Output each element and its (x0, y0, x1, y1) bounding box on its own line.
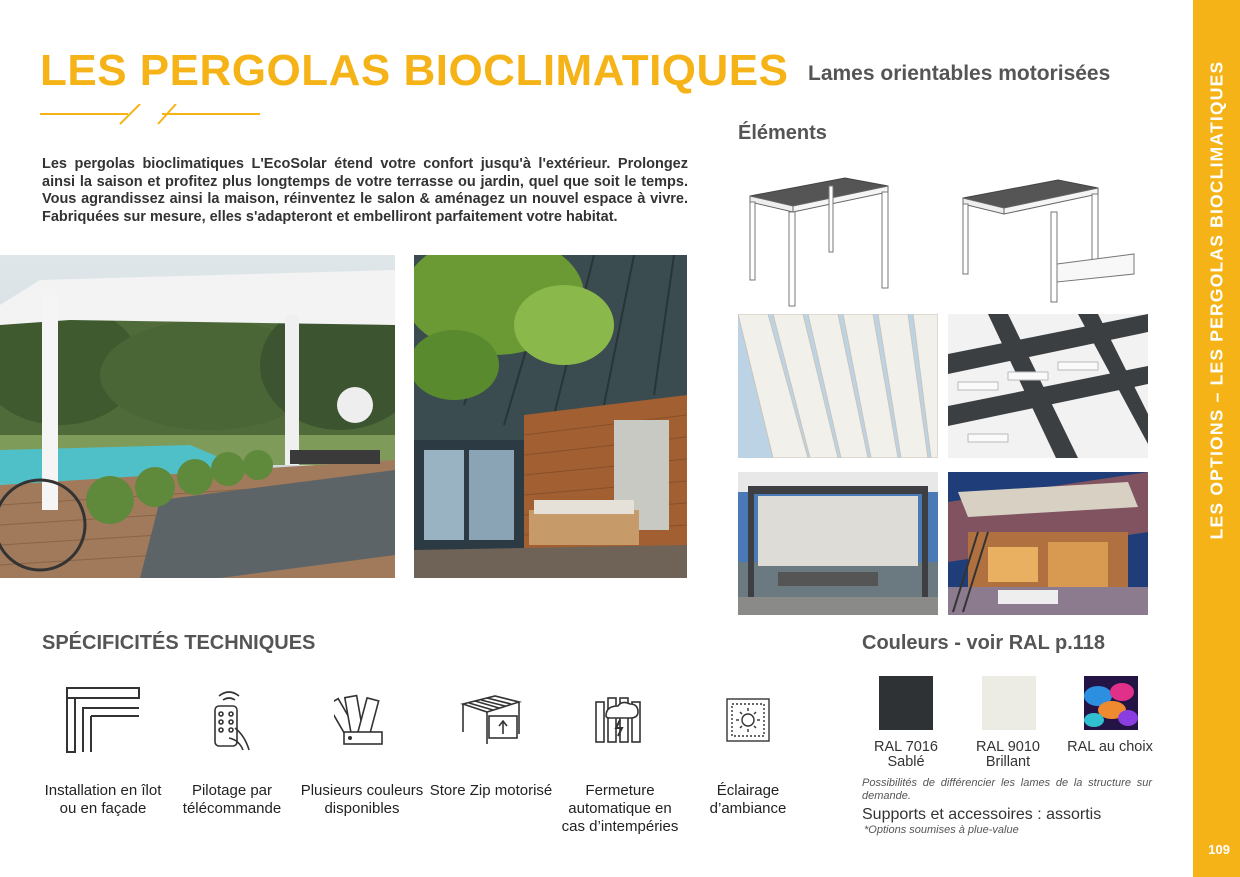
elements-title: Éléments (738, 122, 827, 144)
slat-structure-closeup-photo (948, 314, 1148, 458)
spec-colors (297, 680, 427, 818)
pergola-wall-mounted-diagram (958, 172, 1143, 312)
zip-blind-icon (426, 680, 556, 760)
spec-label: Store Zip motorisé (429, 782, 553, 799)
intro-paragraph: Les pergolas bioclimatiques L'EcoSolar étend votre confort jusqu'à l'extérieur. Prolongez ainsi la saison et profitez plus longtemps de votre terrasse ou jardin, quel que soit le temps. Vous agrandissez ainsi la maison, réinventez le salon & aménagez un nouvel espace à vivre. Fabriquées sur mesure, elles s'adapteront et embelliront parfaitement votre habitat. (42, 156, 688, 225)
swatch-label: RAL 7016 Sablé (874, 739, 938, 770)
spec-label: Plusieurs couleurs disponibles (300, 782, 424, 817)
spec-remote (167, 680, 297, 818)
spec-label: Éclairage d’ambiance (709, 782, 787, 817)
page-title: LES PERGOLAS BIOCLIMATIQUES (40, 46, 789, 95)
title-underline-deco (40, 104, 262, 126)
color-swatch-ral-7016 (879, 676, 933, 730)
white-slats-photo (738, 314, 938, 458)
page-number: 109 (1208, 842, 1230, 857)
pergola-terrace-photo (414, 255, 687, 578)
ambient-light-icon (683, 680, 813, 760)
color-swatches-icon (297, 680, 427, 760)
pergola-pool-photo (0, 255, 395, 578)
zip-blind-photo (738, 472, 938, 615)
swatch-label: RAL 9010 Brillant (976, 739, 1040, 770)
spec-label: Pilotage par télécommande (182, 782, 282, 817)
pergola-freestanding-diagram (745, 172, 895, 312)
swatch-label: RAL au choix (1067, 739, 1153, 755)
section-sidebar (1193, 0, 1240, 877)
spec-label: Fermeture automatique en cas d’intempéries (561, 782, 679, 835)
specs-title: SPÉCIFICITÉS TECHNIQUES (42, 632, 316, 654)
ambient-lighting-photo (948, 472, 1148, 615)
page-subtitle: Lames orientables motorisées (808, 62, 1111, 85)
spec-zip-blind (426, 680, 556, 800)
spec-storm-closing (555, 680, 685, 836)
remote-control-icon (167, 680, 297, 760)
colors-title: Couleurs - voir RAL p.118 (862, 632, 1106, 654)
supports-text: Supports et accessoires : assortis (862, 806, 1102, 823)
colors-note: Possibilités de différencier les lames de la structure sur demande. (862, 777, 1152, 802)
spec-ambient-light (683, 680, 813, 818)
sidebar-label: LES OPTIONS – LES PERGOLAS BIOCLIMATIQUES (1206, 60, 1226, 540)
installation-frame-icon (38, 680, 168, 760)
color-swatch-ral-9010 (982, 676, 1036, 730)
spec-installation (38, 680, 168, 818)
options-note: *Options soumises à plue-value (864, 824, 1019, 836)
storm-closing-icon (555, 680, 685, 760)
spec-label: Installation en îlot ou en façade (44, 782, 162, 817)
color-swatch-ral-custom (1084, 676, 1138, 730)
